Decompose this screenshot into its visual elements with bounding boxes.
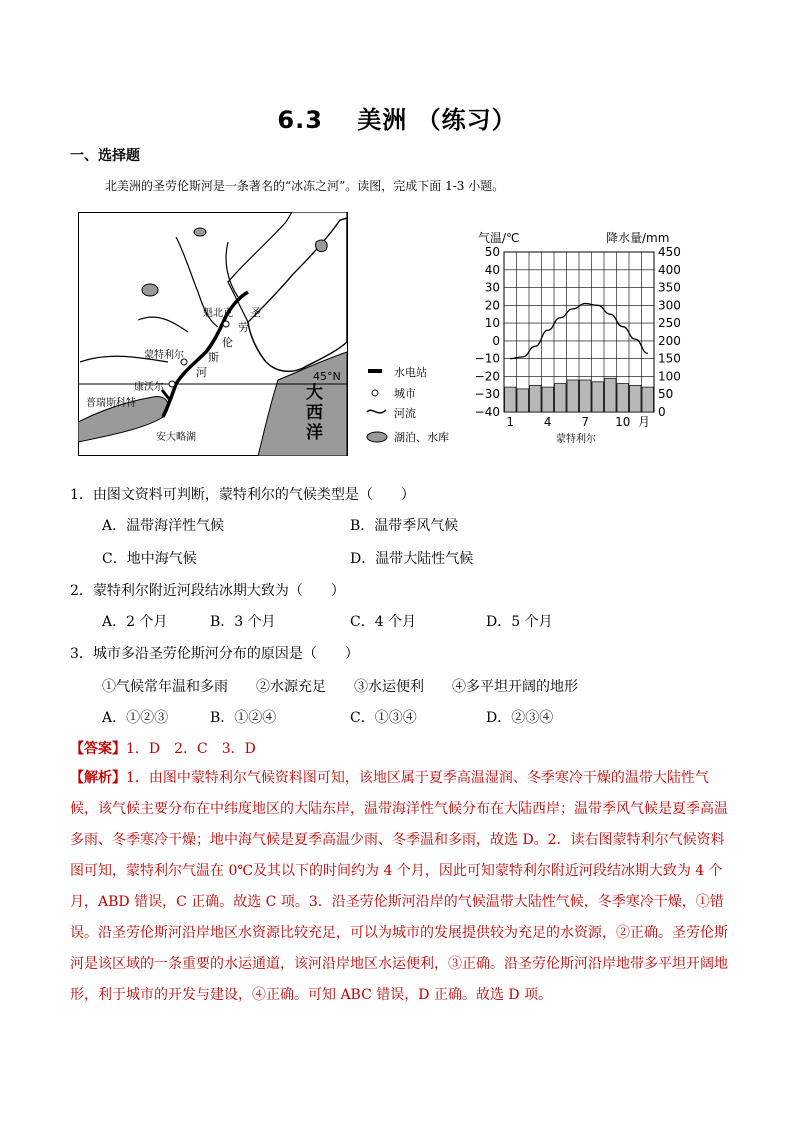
river-label-char: 圣 — [250, 306, 261, 319]
lake-small — [142, 284, 158, 296]
question-2-stem: 2．蒙特利尔附近河段结冰期大致为（ ） — [70, 583, 345, 599]
analysis-text: 1．由图中蒙特利尔气候资料图可知，该地区属于夏季高温湿润、冬季寒冷干燥的温带大陆性气候，该气候主要分布在中纬度地区的大陆东岸，温带海洋性气候分布在大陆西岸；温带季风气候是夏季高温多雨、冬季寒冷干燥；地中海气候是夏季高温少雨、冬季温和多雨，故选 D。2．读右图蒙特利尔气候资料图可知，蒙特利尔气温在 0℃及其以下的时间约为 4 个月，因此可知蒙特利尔附近河段结冰期大致为 4 个月，ABD 错误，C 正确。故选 C 项。3．沿圣劳伦斯河沿岸的气候温带大陆性气候，冬季寒冷干燥，①错误。沿圣劳伦斯河沿岸地区水资源比较充足，可以为城市的发展提供较为充足的水资源，②正确。圣劳伦斯河是该区域的一条重要的水运通道，该河沿岸地区水运便利，③正确。沿圣劳伦斯河沿岸地带多平坦开阔地形，利于城市的开发与建设，④正确。可知 ABC 错误，D 正确。故选 D 项。 — [70, 770, 728, 1003]
q3-option-b[interactable]: B．①②④ — [210, 710, 277, 726]
temperature-tick-label: −30 — [474, 387, 500, 402]
legend-city-label: 城市 — [394, 387, 416, 400]
analysis-tag: 【解析】 — [70, 770, 126, 786]
precipitation-tick-label: 450 — [658, 245, 681, 259]
temperature-tick-label: 20 — [484, 298, 500, 313]
precipitation-tick-label: 0 — [658, 405, 666, 419]
temperature-tick-label: −40 — [474, 405, 500, 419]
section-heading: 一、选择题 — [70, 148, 140, 164]
q3-option-a[interactable]: A．①②③ — [102, 710, 169, 726]
label-cornwall: 康沃尔 — [134, 382, 164, 393]
q3-option-d[interactable]: D．②③④ — [486, 710, 554, 726]
q2-option-c[interactable]: C．4 个月 — [350, 614, 417, 630]
question-3-stem: 3．城市多沿圣劳伦斯河分布的原因是（ ） — [70, 646, 359, 662]
q1-option-a[interactable]: A．温带海洋性气候 — [102, 518, 225, 534]
precipitation-bar — [542, 387, 554, 412]
answer-tag: 【答案】 — [70, 741, 126, 757]
q3-statements: ①气候常年温和多雨 ②水源充足 ③水运便利 ④多平坦开阔的地形 — [102, 679, 578, 695]
temperature-tick-label: 0 — [492, 333, 500, 348]
legend-lake-icon — [367, 432, 387, 442]
city-quebec — [223, 321, 229, 327]
city-cornwall — [169, 381, 175, 387]
answer-text: 1．D 2．C 3．D — [126, 741, 256, 757]
river-label-char: 伦 — [222, 336, 233, 349]
precipitation-bar — [567, 380, 579, 412]
temperature-tick-label: −10 — [474, 351, 500, 366]
precipitation-tick-label: 200 — [658, 333, 681, 348]
precipitation-bar — [505, 387, 517, 412]
temperature-tick-label: 30 — [484, 280, 500, 295]
precipitation-bar — [530, 385, 542, 412]
montreal-climate-chart — [470, 226, 690, 448]
ocean-label-char: 西 — [306, 403, 323, 423]
legend-river-icon — [367, 410, 386, 413]
legend-city-icon — [372, 390, 378, 396]
analysis-block — [70, 763, 730, 1011]
label-45n: 45°N — [313, 370, 341, 383]
temperature-tick-label: 50 — [484, 245, 500, 259]
q2-option-a[interactable]: A．2 个月 — [102, 614, 168, 630]
q1-option-c[interactable]: C．地中海气候 — [102, 551, 197, 567]
river-label-char: 斯 — [208, 351, 219, 364]
temperature-axis-title: 气温/℃ — [478, 231, 520, 245]
lake-small — [194, 228, 206, 236]
map-legend — [366, 360, 476, 452]
precipitation-bar — [617, 384, 629, 412]
label-prescott: 普瑞斯科特 — [86, 398, 136, 409]
legend-hydropower-label: 水电站 — [394, 366, 427, 379]
q3-option-c[interactable]: C．①③④ — [350, 710, 417, 726]
precipitation-bar — [555, 384, 567, 412]
precipitation-tick-label: 400 — [658, 262, 681, 277]
legend-lake-label: 湖泊、水库 — [394, 431, 449, 444]
temperature-tick-label: 40 — [484, 262, 500, 277]
precipitation-bar — [592, 382, 604, 412]
ocean-label-char: 洋 — [306, 423, 323, 443]
month-tick-label: 月 — [637, 415, 651, 429]
river-label-char: 劳 — [238, 321, 249, 334]
precipitation-bar — [605, 378, 617, 412]
precipitation-tick-label: 150 — [658, 351, 681, 366]
precipitation-tick-label: 50 — [658, 387, 674, 402]
temperature-tick-label: −20 — [474, 369, 500, 384]
month-tick-label: 4 — [543, 415, 552, 429]
q1-option-b[interactable]: B．温带季风气候 — [350, 518, 459, 534]
precipitation-bar — [580, 380, 592, 412]
river-label-char: 河 — [196, 366, 207, 379]
precipitation-bar — [642, 387, 654, 412]
question-1-stem: 1．由图文资料可判断，蒙特利尔的气候类型是（ ） — [70, 487, 415, 503]
q1-option-d[interactable]: D．温带大陆性气候 — [350, 551, 474, 567]
precipitation-bar — [630, 385, 642, 412]
legend-hydropower-icon — [368, 369, 382, 373]
page-title: 6.3 美洲 （练习） — [277, 106, 517, 134]
precipitation-tick-label: 300 — [658, 298, 681, 313]
label-lake-ontario: 安大略湖 — [156, 432, 196, 443]
answer-block — [70, 738, 256, 758]
label-montreal: 蒙特利尔 — [144, 350, 184, 361]
st-lawrence-map — [78, 212, 348, 456]
q2-option-d[interactable]: D．5 个月 — [486, 614, 553, 630]
month-tick-label: 1 — [506, 415, 515, 429]
precipitation-tick-label: 250 — [658, 316, 681, 331]
lake-small — [316, 240, 328, 252]
chart-caption: 蒙特利尔 — [556, 434, 596, 445]
precipitation-axis-title: 降水量/mm — [606, 231, 670, 245]
precipitation-tick-label: 350 — [658, 280, 681, 295]
label-quebec: 魁北克 — [203, 308, 233, 319]
legend-river-label: 河流 — [394, 407, 416, 420]
precipitation-tick-label: 100 — [658, 369, 681, 384]
precipitation-bar — [517, 389, 529, 412]
intro-text: 北美洲的圣劳伦斯河是一条著名的“冰冻之河”。读图，完成下面 1-3 小题。 — [105, 179, 505, 193]
ocean-label-char: 大 — [306, 383, 323, 403]
q2-option-b[interactable]: B．3 个月 — [210, 614, 276, 630]
month-tick-label: 10 — [615, 415, 631, 429]
month-tick-label: 7 — [581, 415, 590, 429]
temperature-tick-label: 10 — [484, 316, 500, 331]
